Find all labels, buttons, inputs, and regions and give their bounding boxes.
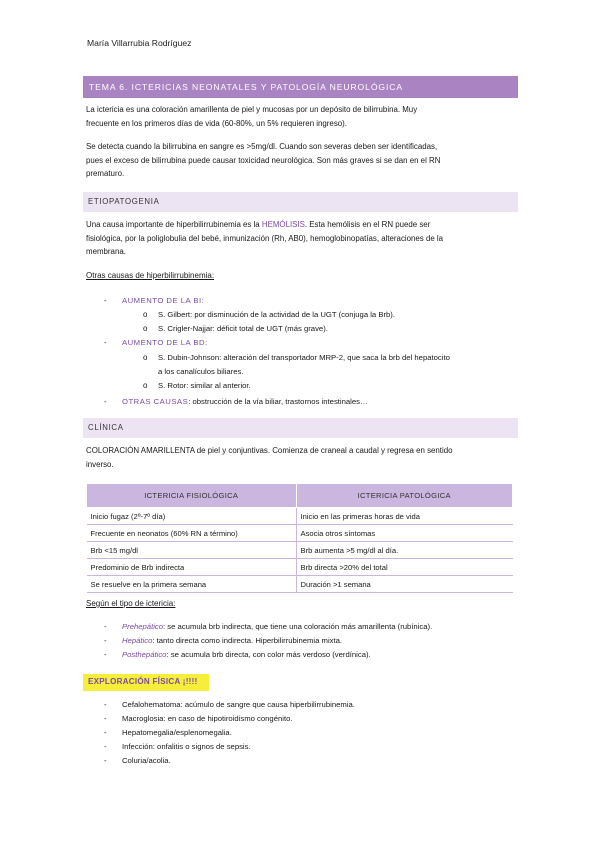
list-item: Infección: onfalitis o signos de sepsis. <box>122 742 251 751</box>
column-header-fisiologica: ICTERICIA FISIOLÓGICA <box>87 484 297 508</box>
text-line: inverso. <box>86 459 114 469</box>
text-line: membrana. <box>86 247 126 256</box>
section-heading-clinica: CLÍNICA <box>83 418 518 438</box>
table-cell: Brb <15 mg/dl <box>87 542 297 559</box>
column-header-patologica: ICTERICIA PATOLÓGICA <box>296 484 513 508</box>
table-row <box>87 525 513 542</box>
text-fragment: : se acumula brb directa, con color más verdoso (verdínica). <box>166 650 371 659</box>
table-row <box>87 508 513 525</box>
dash-bullet: - <box>104 728 107 737</box>
type-name: Prehepático <box>122 622 164 631</box>
text-fragment: : se acumula brb indirecta, que tiene una coloración más amarillenta (rubínica). <box>163 622 433 631</box>
text-line: COLORACIÓN AMARILLENTA de piel y conjuntivas. Comienza de craneal a caudal y regresa en sentido <box>86 446 453 455</box>
section-heading-exploracion: EXPLORACIÓN FÍSICA ¡!!!! <box>83 674 209 691</box>
list-item: S. Dubin-Johnson: alteración del transportador MRP-2, que saca la brb del hepatocito <box>158 353 450 362</box>
text-fragment: : obstrucción de la vía biliar, trastornos intestinales… <box>188 397 368 406</box>
clinica-paragraph <box>86 444 514 471</box>
text-line: La ictericia es una coloración amarillenta de piel y mucosas por un depósito de bilirrubina. Muy <box>86 105 418 114</box>
chapter-title: TEMA 6. ICTERICIAS NEONATALES Y PATOLOGÍA NEUROLÓGICA <box>83 76 518 98</box>
dash-bullet: - <box>104 756 107 765</box>
type-name: Hepático <box>122 636 153 645</box>
list-item: S. Gilbert: por disminución de la actividad de la UGT (conjuga la Brb). <box>158 310 396 319</box>
dash-bullet: - <box>104 714 107 723</box>
text-line <box>86 218 514 232</box>
list-item <box>122 650 371 659</box>
table-cell: Inicio en las primeras horas de vida <box>296 508 513 525</box>
list-item: Coluria/acolia. <box>122 756 171 765</box>
bd-label: AUMENTO DE LA BD: <box>122 338 208 347</box>
table-cell: Brb aumenta >5 mg/dl al día. <box>296 542 513 559</box>
author-name: María Villarrubia Rodríguez <box>87 38 192 48</box>
bi-label: AUMENTO DE LA BI: <box>122 296 205 305</box>
dash-bullet: - <box>104 636 107 645</box>
list-item: Macroglosia: en caso de hipotiroidismo congénito. <box>122 714 293 723</box>
text-line: prematuro. <box>86 169 125 178</box>
list-item: Cefalohematoma: acúmulo de sangre que causa hiperbilirrubinemia. <box>122 700 355 709</box>
intro-paragraph-1 <box>86 103 514 130</box>
text-line: pues el exceso de bilirrubina puede causar toxicidad neurológica. Son más graves si se dan en el RN <box>86 155 441 165</box>
table-row <box>87 559 513 576</box>
text-line: fisiológica, por la poliglobulia del bebé, inmunización (Rh, AB0), hemoglobinopatías, alteraciones de la <box>86 233 444 243</box>
table-cell: Duración >1 semana <box>296 576 513 593</box>
list-item <box>122 622 432 631</box>
list-item <box>122 397 368 406</box>
list-item <box>122 636 342 645</box>
list-item: Hepatomegalia/esplenomegalia. <box>122 728 232 737</box>
text-fragment: . Esta hemólisis en el RN puede ser <box>304 220 431 229</box>
dash-bullet: - <box>104 700 107 709</box>
table-cell: Frecuente en neonatos (60% RN a término) <box>87 525 297 542</box>
hemolisis-term: HEMÓLISIS <box>261 220 305 229</box>
type-name: Posthepático <box>122 650 167 659</box>
dash-bullet: - <box>104 742 107 751</box>
circle-bullet-icon: o <box>143 324 148 333</box>
etiopatogenia-paragraph <box>86 218 514 259</box>
type-title: Según el tipo de ictericia: <box>86 599 176 608</box>
table-cell: Brb directa >20% del total <box>296 559 513 576</box>
dash-bullet: - <box>104 338 107 347</box>
section-heading-etiopatogenia: ETIOPATOGENIA <box>83 192 518 212</box>
circle-bullet-icon: o <box>143 310 148 319</box>
table-cell: Asocia otros síntomas <box>296 525 513 542</box>
comparison-table <box>86 483 513 593</box>
list-item: S. Crigler-Najjar: déficit total de UGT (más grave). <box>158 324 328 333</box>
text-fragment: : tanto directa como indirecta. Hiperbilirrubinemia mixta. <box>152 636 343 645</box>
dash-bullet: - <box>104 296 107 305</box>
circle-bullet-icon: o <box>143 353 148 362</box>
list-item-continuation: a los canalículos biliares. <box>158 367 244 376</box>
table-cell: Inicio fugaz (2º-7º día) <box>87 508 297 525</box>
table-cell: Predominio de Brb indirecta <box>87 559 297 576</box>
list-item: S. Rotor: similar al anterior. <box>158 381 251 390</box>
circle-bullet-icon: o <box>143 381 148 390</box>
dash-bullet: - <box>104 622 107 631</box>
table-row <box>87 542 513 559</box>
text-fragment: Una causa importante de hiperbilirrubinemia es la <box>86 220 262 229</box>
other-causes-label: OTRAS CAUSAS <box>122 397 189 406</box>
table-row <box>87 576 513 593</box>
table-cell: Se resuelve en la primera semana <box>87 576 297 593</box>
text-line: frecuente en los primeros días de vida (60-80%, un 5% requieren ingreso). <box>86 118 347 128</box>
dash-bullet: - <box>104 650 107 659</box>
other-causes-title: Otras causas de hiperbilirrubinemia: <box>86 271 215 280</box>
dash-bullet: - <box>104 397 107 406</box>
text-line: Se detecta cuando la bilirrubina en sangre es >5mg/dl. Cuando son severas deben ser identificadas, <box>86 142 438 151</box>
table-header-row <box>87 484 513 508</box>
intro-paragraph-2 <box>86 140 514 181</box>
